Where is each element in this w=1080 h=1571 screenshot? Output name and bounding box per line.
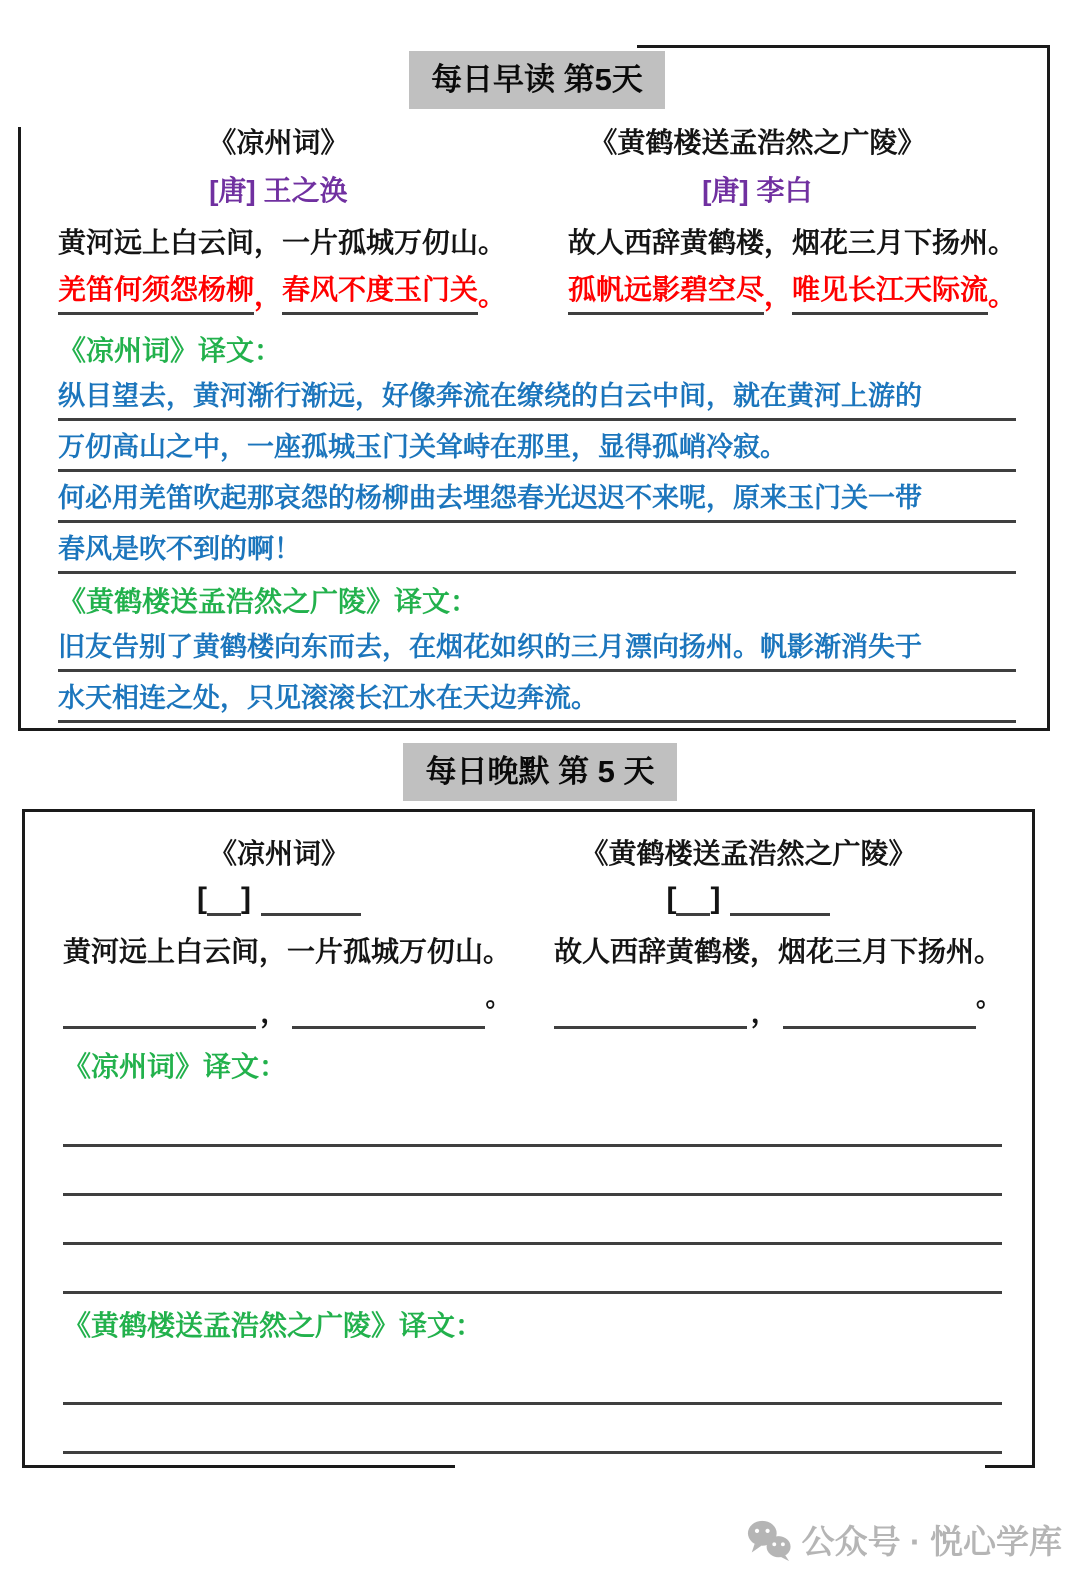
author-blank-right xyxy=(495,882,1002,917)
box1-top-border xyxy=(637,45,1050,48)
poem-title-liangzhou: 《凉州词》 xyxy=(208,127,349,159)
bracket-close: ] xyxy=(710,882,721,916)
comma: ， xyxy=(254,280,283,312)
morning-reading-box xyxy=(18,45,1050,731)
translation-text-line: 万仞高山之中，一座孤城玉门关耸峙在那里，显得孤峭冷寂。 xyxy=(58,421,1016,472)
comma: ， xyxy=(750,996,779,1028)
box1-right-border xyxy=(1047,45,1050,731)
poem-title-liangzhou: 《凉州词》 xyxy=(208,837,349,869)
translation-text-line: 水天相连之处，只见滚滚长江水在天边奔流。 xyxy=(58,672,1016,723)
poem-author-libai: [唐] 李白 xyxy=(702,175,813,207)
liangzhou-line1: 黄河远上白云间，一片孤城万仞山。 xyxy=(63,936,512,968)
period: 。 xyxy=(987,280,1016,312)
writing-blank-line xyxy=(63,1147,1002,1196)
bracket-open: [ xyxy=(666,882,677,916)
huanghelou-line2-seg1: 孤帆远影碧空尽 xyxy=(568,270,764,315)
writing-blank-line xyxy=(63,1245,1002,1294)
writing-blank-line xyxy=(63,1344,1002,1405)
translation-text-line: 何必用羌笛吹起那哀怨的杨柳曲去埋怨春光迟迟不来呢，原来玉门关一带 xyxy=(58,472,1016,523)
poem-titles-row xyxy=(63,832,1002,872)
evening-recitation-box xyxy=(22,809,1035,1468)
huanghelou-line2-seg2: 唯见长江天际流 xyxy=(792,270,988,315)
bracket-close: ] xyxy=(240,882,251,916)
comma: ， xyxy=(763,280,792,312)
liangzhou-line2 xyxy=(58,270,506,315)
box1-bottom-border xyxy=(18,728,1050,731)
watermark-footer xyxy=(740,1516,1062,1563)
period: 。 xyxy=(975,982,1002,1013)
liangzhou-translation-heading: 《凉州词》译文： xyxy=(63,1051,288,1083)
author-blank-row xyxy=(63,882,1002,917)
translation-text-line: 春风是吹不到的啊！ xyxy=(58,523,1016,574)
author-blank-line xyxy=(730,882,830,917)
translation-text-line: 纵目望去，黄河渐行渐远，好像奔流在缭绕的白云中间，就在黄河上游的 xyxy=(58,370,1016,421)
period: 。 xyxy=(485,982,512,1013)
worksheet-page xyxy=(0,45,1080,1571)
recitation-blank-line xyxy=(63,996,256,1030)
poem-first-lines xyxy=(63,932,1002,971)
huanghelou-translation-heading: 《黄鹤楼送孟浩然之广陵》译文： xyxy=(58,586,479,618)
evening-banner xyxy=(0,743,1080,801)
comma: ， xyxy=(260,996,289,1028)
poem-titles-row xyxy=(58,121,1016,161)
author-blank-left xyxy=(63,882,495,917)
dynasty-blank-line xyxy=(207,882,241,917)
evening-banner-title: 每日晚默 第 5 天 xyxy=(403,743,676,801)
poem-author-wangzhihuan: [唐] 王之涣 xyxy=(209,175,348,207)
huanghelou-line2 xyxy=(568,270,1016,315)
liangzhou-translation-heading: 《凉州词》译文： xyxy=(58,335,283,367)
writing-blank-line xyxy=(63,1405,1002,1454)
box1-left-border xyxy=(18,127,21,731)
dynasty-blank-line xyxy=(676,882,710,917)
period: 。 xyxy=(478,280,507,312)
liangzhou-line2-seg2: 春风不度玉门关 xyxy=(282,270,478,315)
poem-second-lines xyxy=(58,270,1016,315)
liangzhou-line2-seg1: 羌笛何须怨杨柳 xyxy=(58,270,254,315)
huanghelou-line1: 故人西辞黄鹤楼，烟花三月下扬州。 xyxy=(553,936,1002,968)
bracket-open: [ xyxy=(196,882,207,916)
morning-banner-title: 每日早读 第5天 xyxy=(409,51,665,109)
huanghelou-line1: 故人西辞黄鹤楼，烟花三月下扬州。 xyxy=(567,227,1016,259)
morning-banner xyxy=(58,51,1016,109)
poem-second-line-blanks xyxy=(63,982,1002,1030)
recitation-blank-line xyxy=(783,996,976,1030)
translation-text-line: 旧友告别了黄鹤楼向东而去，在烟花如织的三月漂向扬州。帆影渐消失于 xyxy=(58,621,1016,672)
poem-first-lines xyxy=(58,223,1016,262)
box2-bottom-border-right xyxy=(985,1465,1035,1468)
writing-blank-line xyxy=(63,1086,1002,1147)
writing-blank-line xyxy=(63,1196,1002,1245)
poem-authors-row xyxy=(58,169,1016,209)
huanghelou-translation-heading: 《黄鹤楼送孟浩然之广陵》译文： xyxy=(63,1309,484,1341)
watermark-text: 公众号 · 悦心学库 xyxy=(801,1523,1062,1560)
wechat-icon xyxy=(746,1518,792,1562)
recitation-blank-line xyxy=(292,996,485,1030)
poem-title-huanghelou: 《黄鹤楼送孟浩然之广陵》 xyxy=(589,127,926,159)
box2-bottom-border-left xyxy=(22,1465,455,1468)
poem-title-huanghelou: 《黄鹤楼送孟浩然之广陵》 xyxy=(580,837,917,869)
liangzhou-line1: 黄河远上白云间，一片孤城万仞山。 xyxy=(58,227,507,259)
recitation-blank-line xyxy=(554,996,747,1030)
author-blank-line xyxy=(261,882,361,917)
